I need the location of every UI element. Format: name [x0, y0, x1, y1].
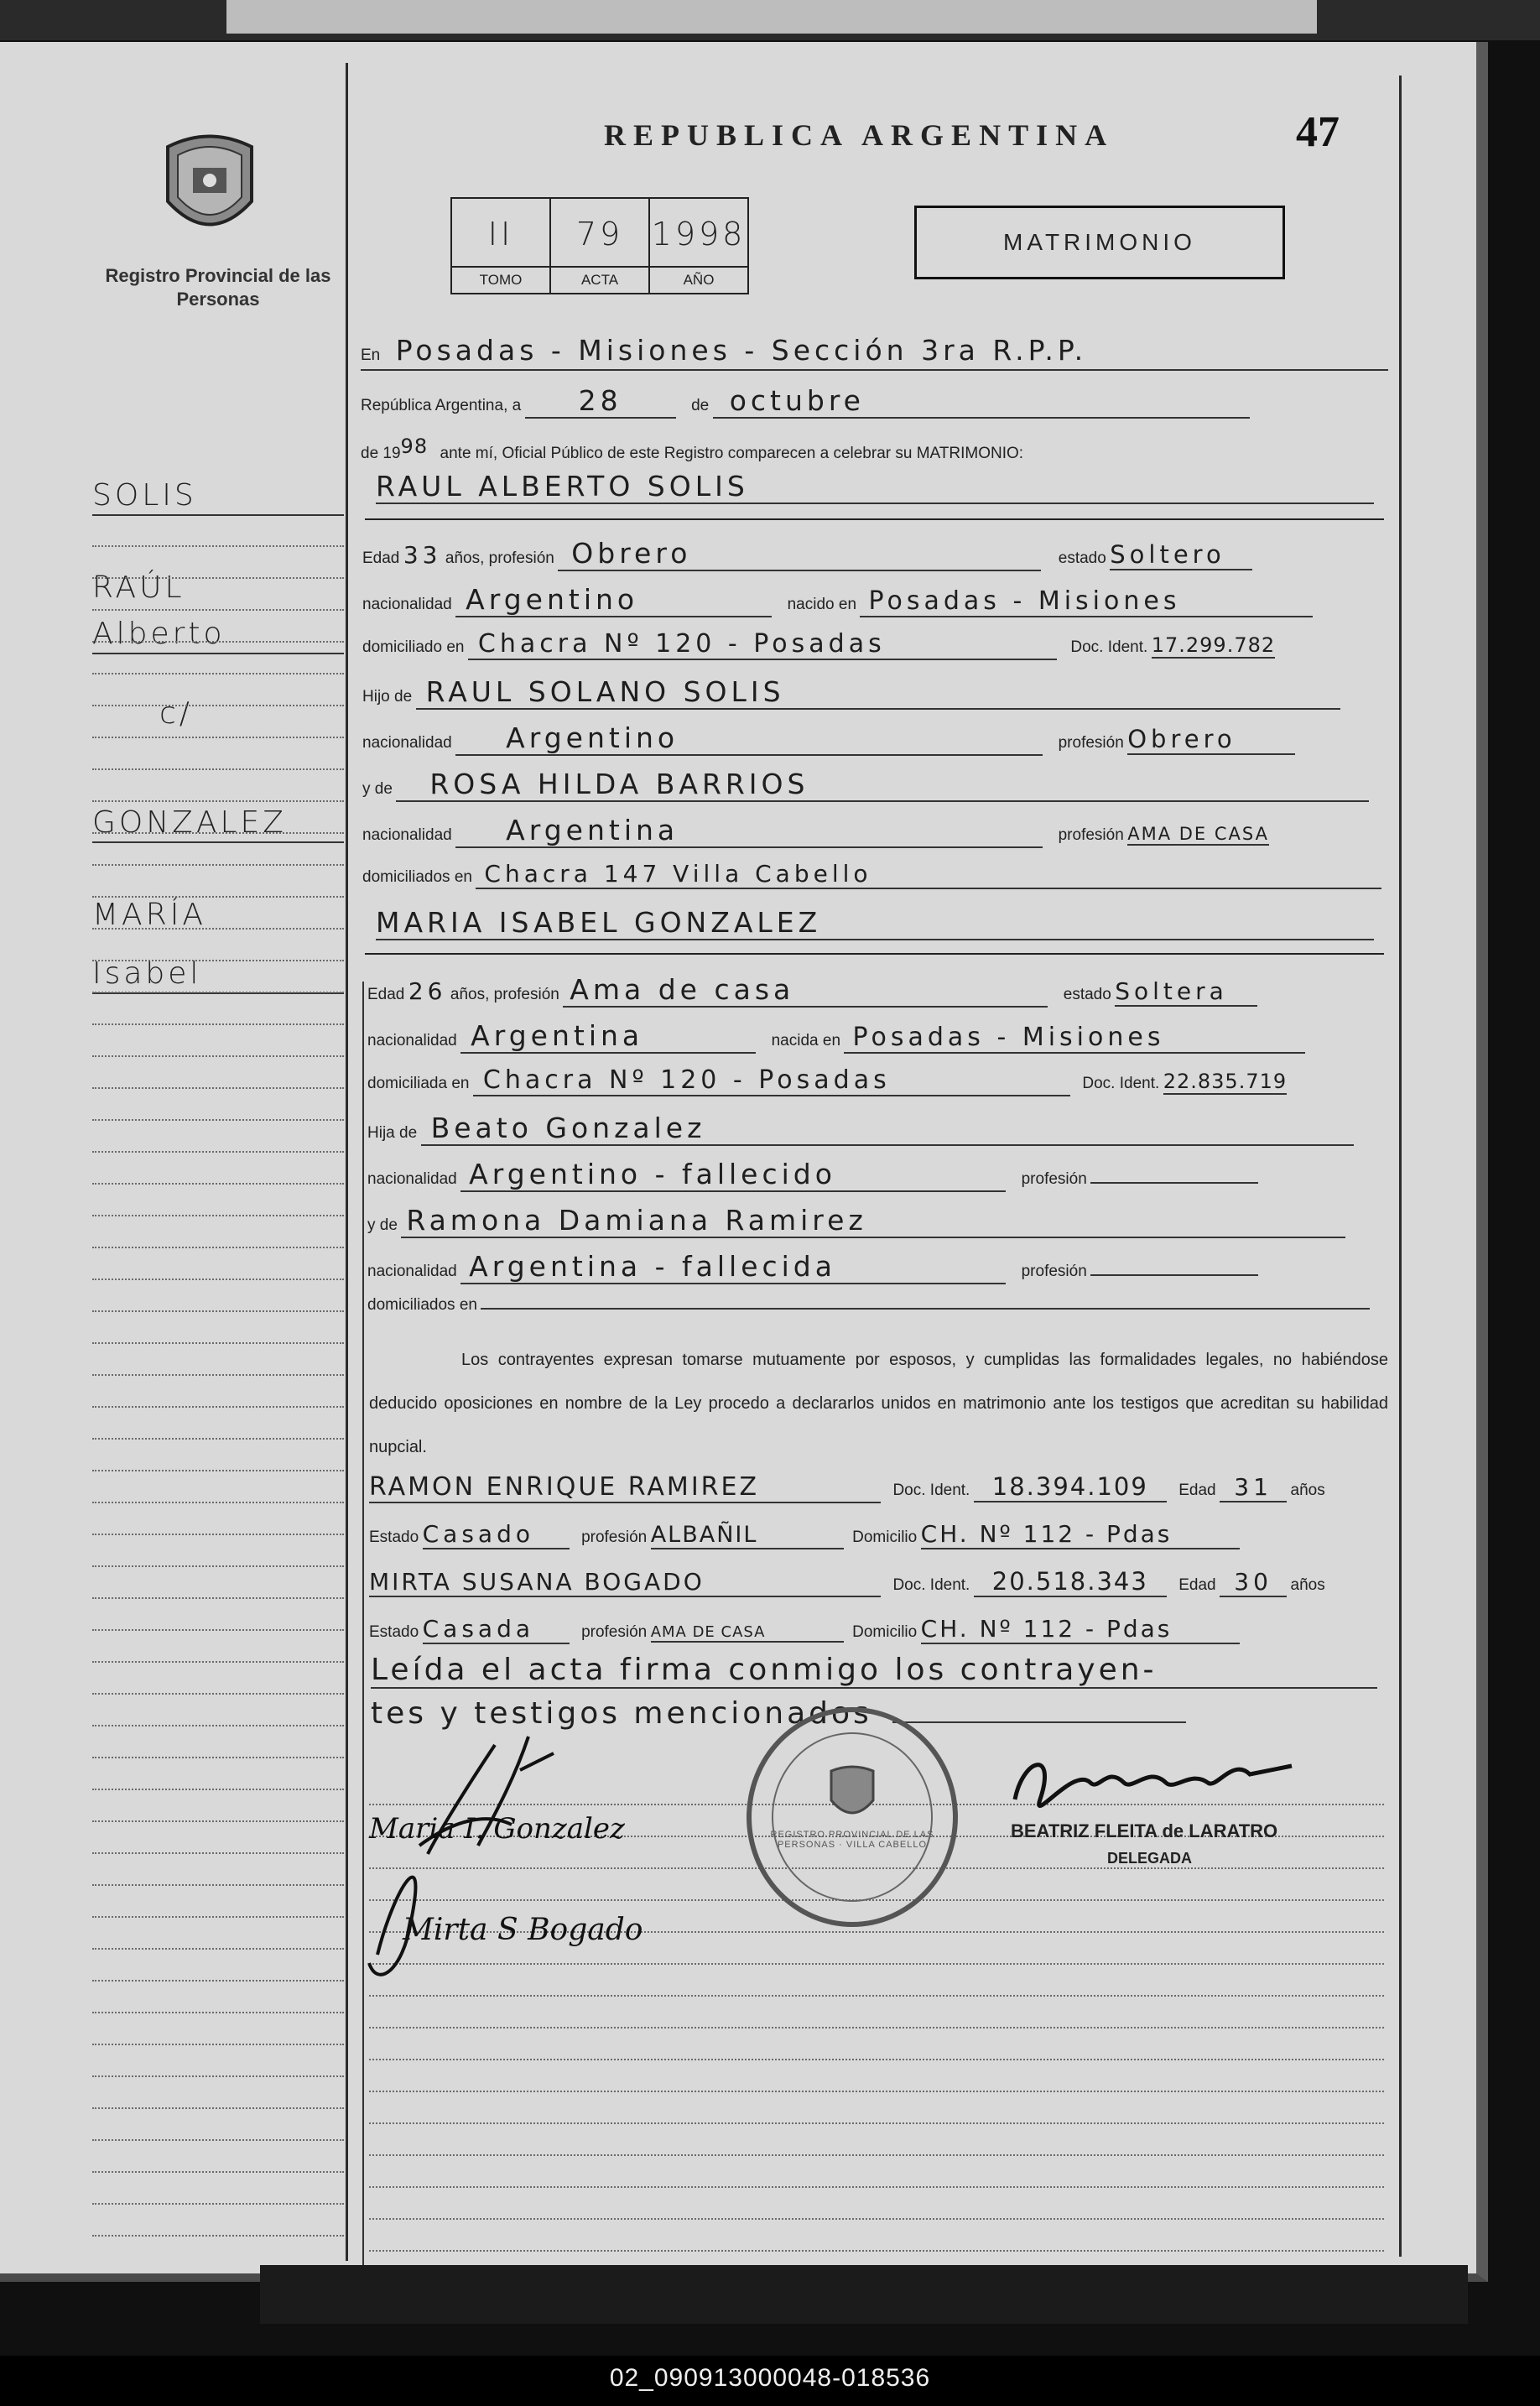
statement-text: ante mí, Oficial Público de este Registro comparecen a celebrar su MATRIMONIO: [440, 445, 1024, 462]
stamp-emblem-icon [827, 1763, 877, 1821]
margin-rule [92, 1374, 344, 1377]
bride-father-prof-blank [1090, 1182, 1258, 1184]
witness2-estado: Casada [423, 1615, 570, 1644]
witness2-estado-label: Estado [369, 1623, 419, 1641]
margin-rule [92, 1693, 344, 1695]
groom-section-rule [365, 518, 1384, 520]
body-rule [369, 2027, 1384, 2029]
witness2-prof-label: profesión [581, 1623, 648, 1641]
bride-mother-nat-line [367, 1250, 1258, 1284]
margin-rule [92, 641, 344, 643]
de-label: de [691, 397, 710, 414]
groom-father-label: Hijo de [362, 688, 413, 706]
margin-rule [92, 896, 344, 898]
groom-prof-label: años, profesión [445, 549, 554, 567]
bride-address-line [367, 1065, 1287, 1096]
margin-rule [92, 1310, 344, 1313]
place-line [361, 334, 1388, 371]
margin-rule [92, 928, 344, 930]
witness1-profession: ALBAÑIL [651, 1522, 844, 1549]
margin-rule [92, 1055, 344, 1058]
day-value: 28 [525, 384, 676, 419]
bride-signature: Maria I. Gonzalez [369, 1812, 625, 1846]
republica-label: República Argentina, a [361, 397, 522, 414]
bride-father-nat: Argentino - fallecido [460, 1158, 1006, 1192]
body-rule [369, 2250, 1384, 2252]
witness2-domicile: CH. Nº 112 - Pdas [921, 1615, 1240, 1644]
margin-rule [92, 1852, 344, 1855]
groom-doc: 17.299.782 [1151, 633, 1276, 657]
scan-id-caption: 02_090913000048-018536 [609, 2364, 931, 2392]
witness1-domicile: CH. Nº 112 - Pdas [921, 1520, 1240, 1549]
bride-doc-label: Doc. Ident. [1082, 1075, 1160, 1092]
official-stamp [747, 1707, 958, 1927]
witness1-prof-label: profesión [581, 1528, 648, 1546]
body-rule [369, 2154, 1384, 2157]
margin-rule [92, 2171, 344, 2174]
groom-parents-dom-label: domiciliados en [362, 868, 472, 886]
groom-parents-address: Chacra 147 Villa Cabello [476, 860, 1381, 889]
bride-profession: Ama de casa [563, 973, 1048, 1008]
bride-dom-label: domiciliada en [367, 1075, 470, 1092]
margin-rule [92, 1502, 344, 1504]
bride-section-rule [365, 953, 1384, 955]
witness2-anos-label: años [1290, 1576, 1325, 1594]
margin-groom-first: RAÚL [92, 570, 185, 605]
margin-divider [346, 63, 348, 2261]
bride-full-name: MARIA ISABEL GONZALEZ [376, 906, 1374, 940]
right-border [1399, 76, 1402, 2257]
book-spine [260, 2265, 1468, 2324]
inner-divider [362, 982, 364, 2265]
margin-rule [92, 1247, 344, 1249]
groom-dom-label: domiciliado en [362, 638, 465, 656]
bride-born-in: Posadas - Misiones [844, 1023, 1305, 1054]
witness1-dom-label: Domicilio [852, 1528, 918, 1546]
groom-age-line [362, 537, 1252, 571]
margin-rule [92, 1916, 344, 1919]
acta-value: 79 [575, 216, 624, 253]
margin-rule [92, 577, 344, 580]
margin-rule [92, 1661, 344, 1664]
witness1-edad-label: Edad [1178, 1482, 1216, 1499]
margin-rule [92, 2044, 344, 2046]
bride-nacida-label: nacida en [771, 1032, 841, 1049]
bride-father: Beato Gonzalez [421, 1112, 1354, 1146]
margin-rule [92, 609, 344, 612]
witness1-age: 31 [1220, 1473, 1287, 1502]
body-rule [369, 2218, 1384, 2221]
margin-rule [92, 1087, 344, 1090]
bride-mother-line [367, 1204, 1345, 1238]
year-label: de 19 [361, 445, 401, 462]
margin-rule [92, 1470, 344, 1472]
groom-father: RAUL SOLANO SOLIS [416, 675, 1340, 710]
groom-mother-prof: AMA DE CASA [1127, 824, 1269, 844]
bride-mother: Ramona Damiana Ramirez [401, 1204, 1345, 1238]
official-title: DELEGADA [1107, 1850, 1193, 1867]
official-name: BEATRIZ FLEITA de LARATRO [1011, 1820, 1278, 1841]
statement-line [361, 435, 1023, 463]
groom-father-prof: Obrero [1127, 725, 1295, 755]
witness1-name: RAMON ENRIQUE RAMIREZ [369, 1472, 881, 1503]
margin-rule [92, 768, 344, 771]
margin-rule [92, 1406, 344, 1409]
margin-rule [92, 2235, 344, 2237]
margin-rule [92, 1183, 344, 1185]
margin-rule [92, 1023, 344, 1026]
witness2-name: MIRTA SUSANA BOGADO [369, 1568, 881, 1597]
bride-mother-nat: Argentina - fallecida [460, 1250, 1006, 1284]
bride-address: Chacra Nº 120 - Posadas [473, 1065, 1070, 1096]
body-rule [369, 2186, 1384, 2189]
bride-parents-dom-label: domiciliados en [367, 1296, 477, 1314]
closing-blank [892, 1721, 1186, 1723]
margin-rule [92, 2075, 344, 2078]
margin-bride-middle: Isabel [92, 956, 344, 994]
witness1-anos-label: años [1290, 1482, 1325, 1499]
groom-mother-label: y de [362, 780, 393, 798]
margin-rule [92, 2139, 344, 2142]
margin-rule [92, 1757, 344, 1759]
witness2-profession: AMA DE CASA [651, 1623, 844, 1643]
groom-father-nat-line [362, 721, 1295, 756]
bride-estado-label: estado [1063, 986, 1111, 1003]
groom-address-line [362, 629, 1275, 660]
margin-bride-first: MARÍA [92, 898, 206, 932]
en-label: En [361, 346, 381, 364]
bride-father-prof-label: profesión [1021, 1170, 1087, 1188]
bride-parents-address-blank [481, 1308, 1370, 1310]
margin-column [0, 42, 346, 2273]
margin-rule [92, 1279, 344, 1281]
scan-top-edge [0, 0, 1540, 40]
closing-line-2: tes y testigos mencionados [371, 1696, 872, 1731]
margin-rule [92, 673, 344, 675]
groom-doc-label: Doc. Ident. [1070, 638, 1148, 656]
groom-parents-dom-line [362, 860, 1381, 889]
tomo-value: II [487, 216, 514, 253]
margin-rule [92, 2203, 344, 2206]
bride-mother-prof-blank [1090, 1274, 1258, 1276]
witness1-doc-label: Doc. Ident. [892, 1482, 970, 1499]
margin-rule [92, 800, 344, 803]
bride-estado: Soltera [1115, 977, 1257, 1007]
margin-rule [92, 1534, 344, 1536]
registry-title: Registro Provincial de las Personas [105, 265, 331, 310]
stamp-text: REGISTRO PROVINCIAL DE LAS PERSONAS · VILLA CABELLO [770, 1830, 934, 1850]
margin-rule [92, 1597, 344, 1600]
groom-mother-nat-line [362, 814, 1269, 848]
groom-father-prof-label: profesión [1058, 734, 1124, 752]
witness2-age: 30 [1220, 1568, 1287, 1597]
witness2-dom-label: Domicilio [852, 1623, 918, 1641]
folio-number: 47 [1296, 108, 1340, 156]
groom-mother-nat: Argentina [455, 814, 1043, 848]
margin-groom-surname: SOLIS [92, 478, 344, 516]
bride-father-nat-label: nacionalidad [367, 1170, 457, 1188]
bride-mother-prof-label: profesión [1021, 1263, 1087, 1280]
witness2-name-line [369, 1567, 1325, 1597]
margin-rule [92, 1151, 344, 1154]
witness1-estado-label: Estado [369, 1528, 419, 1546]
witness2-edad-label: Edad [1178, 1576, 1216, 1594]
margin-rule [92, 1438, 344, 1440]
margin-rule [92, 1119, 344, 1122]
margin-rule [92, 832, 344, 835]
bride-parents-dom-line [367, 1296, 1370, 1315]
registry-box [450, 197, 749, 294]
body-rule [369, 2122, 1384, 2125]
groom-mother: ROSA HILDA BARRIOS [396, 768, 1369, 802]
witness1-estado: Casado [423, 1520, 570, 1549]
groom-full-name: RAUL ALBERTO SOLIS [376, 470, 1374, 504]
groom-mother-line [362, 768, 1369, 802]
bride-prof-label: años, profesión [450, 986, 559, 1003]
margin-rule [92, 864, 344, 867]
bride-edad-label: Edad [367, 986, 405, 1003]
margin-rule [92, 1565, 344, 1568]
groom-age: 33 [403, 541, 442, 569]
groom-estado-label: estado [1058, 549, 1106, 567]
bride-age-line [367, 973, 1257, 1008]
margin-rule [92, 737, 344, 739]
binder-tab [226, 0, 1317, 34]
acta-label: ACTA [551, 266, 648, 293]
margin-rule [92, 1820, 344, 1823]
witness1-doc: 18.394.109 [974, 1472, 1167, 1502]
groom-signature-icon [361, 1720, 696, 1997]
date-line [361, 384, 1250, 419]
anio-cell [650, 199, 747, 293]
groom-edad-label: Edad [362, 549, 400, 567]
groom-born-in: Posadas - Misiones [860, 586, 1313, 617]
groom-nationality: Argentino [455, 583, 772, 617]
groom-nationality-line [362, 583, 1313, 617]
bride-father-line [367, 1112, 1354, 1146]
anio-label: AÑO [650, 266, 747, 293]
margin-rule [92, 1215, 344, 1217]
month-value: octubre [713, 384, 1250, 419]
body-rule [369, 2059, 1384, 2061]
margin-rule [92, 992, 344, 994]
margin-rule [92, 2107, 344, 2110]
groom-mother-nat-label: nacionalidad [362, 826, 452, 844]
witness2-doc-label: Doc. Ident. [892, 1576, 970, 1594]
bride-nationality-line [367, 1019, 1305, 1054]
margin-rule [92, 2012, 344, 2014]
bride-nac-label: nacionalidad [367, 1032, 457, 1049]
witness-signature: Mirta S Bogado [403, 1913, 643, 1947]
bride-father-label: Hija de [367, 1124, 418, 1142]
bride-nationality: Argentina [460, 1019, 756, 1054]
groom-nacido-label: nacido en [787, 596, 857, 613]
witness2-doc: 20.518.343 [974, 1567, 1167, 1597]
country-header: REPUBLICA ARGENTINA [604, 118, 1115, 152]
official-signature-icon [1007, 1741, 1300, 1833]
bride-father-nat-line [367, 1158, 1258, 1192]
witness2-detail-line [369, 1615, 1240, 1644]
bride-mother-nat-label: nacionalidad [367, 1263, 457, 1280]
place-value: Posadas - Misiones - Sección 3ra R.P.P. [395, 334, 1088, 367]
margin-rule [92, 1629, 344, 1632]
margin-rule [92, 1789, 344, 1791]
witness1-name-line [369, 1472, 1325, 1503]
bride-mother-label: y de [367, 1216, 398, 1234]
groom-profession: Obrero [558, 537, 1041, 571]
margin-rule [92, 960, 344, 962]
act-type-box: MATRIMONIO [914, 206, 1285, 279]
margin-rule [92, 1980, 344, 1982]
body-rule [369, 2091, 1384, 2093]
closing-line-1: Leída el acta firma conmigo los contrayen- [371, 1653, 1377, 1689]
groom-father-nat-label: nacionalidad [362, 734, 452, 752]
anio-value: 1998 [651, 216, 747, 253]
groom-father-nat: Argentino [455, 721, 1043, 756]
groom-father-line [362, 675, 1340, 710]
margin-rule [92, 705, 344, 707]
margin-rule [92, 1948, 344, 1950]
margin-rule [92, 1342, 344, 1345]
witness1-detail-line [369, 1520, 1240, 1549]
margin-bride-surname: GONZALEZ [92, 805, 344, 843]
declaration-paragraph: Los contrayentes expresan tomarse mutuamente por esposos, y cumplidas las formalidades legales, no habiéndose deducido oposiciones en nombre de la Ley procedo a declararlos unidos en matrimonio ante los testigos que acreditan su habilidad nupcial. [369, 1351, 1388, 1456]
acta-cell [551, 199, 650, 293]
margin-rule [92, 1725, 344, 1727]
registry-seal-icon [159, 130, 260, 243]
year-suffix: 98 [400, 435, 429, 458]
bride-age: 26 [408, 977, 447, 1005]
margin-rule [92, 1884, 344, 1887]
groom-mother-prof-label: profesión [1058, 826, 1124, 844]
tomo-label: TOMO [452, 266, 549, 293]
tomo-cell [452, 199, 551, 293]
register-page [0, 42, 1488, 2282]
bride-doc: 22.835.719 [1163, 1070, 1288, 1093]
margin-groom-middle: Alberto [92, 617, 344, 654]
groom-nac-label: nacionalidad [362, 596, 452, 613]
groom-address: Chacra Nº 120 - Posadas [468, 629, 1057, 660]
margin-conjunction: c/ [159, 696, 193, 731]
margin-rule [92, 545, 344, 548]
groom-estado: Soltero [1110, 540, 1252, 570]
